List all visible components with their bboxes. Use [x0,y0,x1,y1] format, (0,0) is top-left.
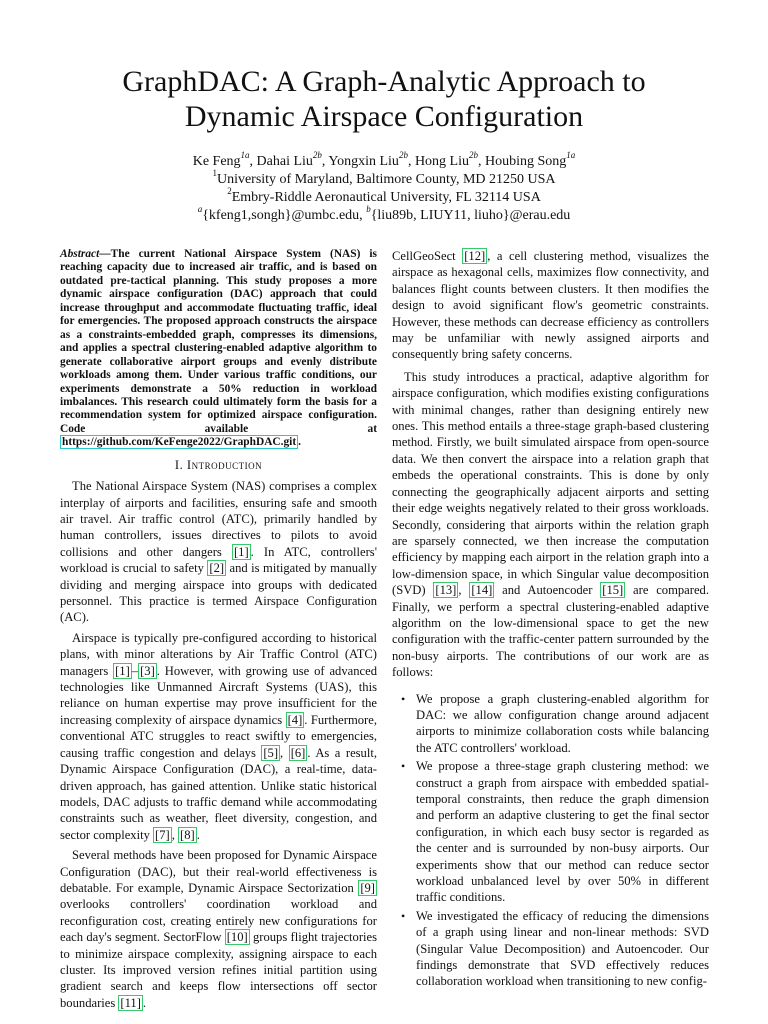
paragraph-text: This study introduces a practical, adaptive algorithm for airspace configuration, which modifies existing configurations with minimal changes, rather than designing entirely new ones. This method entails a three-stage graph-based clustering method. Firstly, we built simulated airspace from open-source data. We then convert the airspace into a relation graph that embeds the operational constraints. This is done by only connecting the geographically adjacent airports and setting their edge weights negatively related to their gross workloads. Secondly, considering that airports within the relation graph are sparsely connected, we then increase the computation efficiency by mapping each airport in the relation graph into a low-dimension space, in which Singular value decomposition (SVD) [392,369,709,598]
affiliation-sup: 2 [227,186,232,197]
email-text: {kfeng1,songh}@umbc.edu, [202,208,363,223]
author-sup: 2b [312,150,322,161]
author-name: Hong Liu [414,154,469,169]
paragraph-text: are compared. Finally, we perform a spectral clustering-enabled adaptive algorithm on the low-dimensional space to get the new configuration with the traffic-center pattern surrounded by the non-busy airports. The contributions of our work are as follows: [392,583,710,680]
paragraph-text: overlooks controllers' coordination workload and reconfiguration cost, creating entirely new configurations for each day's segment. SectorFlow [60,897,377,945]
citation-link[interactable]: [6] [290,745,306,760]
affiliation-sup: 1 [212,168,217,179]
citation-link[interactable]: [14] [471,583,493,598]
paragraph-text: , [458,583,470,598]
intro-paragraph-3 [60,847,377,1011]
contribution-text: We investigated the efficacy of reducing the dimensions of a graph using linear and non-linear methods: SVD (Singular Value Decomposition) and Autoencoder. Our findings demonstrate that SVD effectively reduces collaboration workload when transitioning to new config- [416,908,709,989]
section-heading-introduction [60,457,377,473]
citation-link[interactable]: [8] [180,827,195,842]
citation-link[interactable]: [3] [140,663,155,678]
intro-paragraph-5 [392,369,709,681]
author-block [0,150,768,225]
citation-link[interactable]: [11] [120,995,141,1010]
right-column [392,248,709,992]
author-sup: 2b [469,150,478,161]
affiliation-text: University of Maryland, Baltimore County, MD 21250 USA [216,172,556,187]
citation-link[interactable]: [15] [602,583,624,598]
bullet-icon: • [401,908,406,923]
citation-link[interactable]: [4] [287,712,303,727]
paragraph-text: and is mitigated by manually dividing and merging airspace into groups with dedicated personnel. This practice is termed Airspace Configuration (AC). [60,561,377,625]
code-url-link[interactable]: https://github.com/KeFenge2022/GraphDAC.git [62,436,297,449]
contribution-item [392,691,709,757]
paragraph-text: The National Airspace System (NAS) comprises a complex interplay of airports and facilities, ensuring safe and smooth air travel. Air traffic control (ATC), primarily handled by human controllers, issues directives to pilots to avoid collisions and other dangers [60,479,377,559]
title-line-1: GraphDAC: A Graph-Analytic Approach to [122,65,646,98]
paragraph-text: , a cell clustering method, visualizes the airspace as hexagonal cells, maximizes flow connectivity, and balances flight counts between clusters. It then modifies the design to avoid significant flow's geometric constraints. However, these methods can decrease efficiency as controllers may be unfamiliar with newly assigned airports and consequently bring safety concerns. [392,249,709,362]
paragraph-text: . As a result, Dynamic Airspace Configuration (DAC), a real-time, data-driven approach, has gained attention. Unlike static historical models, DAC adjusts to traffic demand while accommodating constraints such as weather, fleet diversity, congestion, and sector complexity [60,745,377,842]
bullet-icon: • [401,759,406,774]
author-sup: 2b [398,150,408,161]
paragraph-text: , [171,827,179,842]
email-sup: b [366,204,371,215]
author-sup: 1a [240,150,250,161]
citation-link[interactable]: [7] [155,827,170,842]
contributions-list [392,691,709,990]
paragraph-text: CellGeoSect [392,249,463,263]
intro-paragraph-4 [392,248,709,363]
section-number: I. [174,457,184,472]
abstract-label: Abstract [60,248,100,260]
affiliation-text: Embry-Riddle Aeronautical University, FL 32114 USA [231,190,541,205]
paragraph-text: , [280,745,289,760]
paragraph-text: Airspace is typically pre-configured according to historical plans, with minor alterations by Air Traffic Control (ATC) managers [60,630,377,678]
citation-link[interactable]: [1] [115,663,130,678]
citation-link[interactable]: [5] [263,745,279,760]
paper-title [0,64,768,134]
title-line-2: Dynamic Airspace Configuration [184,100,584,133]
contribution-text: We propose a graph clustering-enabled algorithm for DAC: we allow configuration change around adjacent airports to minimize collaboration costs while balancing the ATC controllers' workload. [416,691,709,755]
author-name: Houbing Song [485,154,567,169]
affiliation-2 [0,186,768,207]
author-sup: 1a [566,150,576,161]
email-text: {liu89b, LIUY11, liuho}@erau.edu [370,208,571,223]
author-emails [0,204,768,225]
author-names: Ke Feng$^{1a}$, Dahai Liu$^{2b}$, Yongxin Liu$^{2b}$, Hong Liu$^{2b}$, Houbing Song$^{1a}$ [192,150,576,169]
paragraph-text: Several methods have been proposed for Dynamic Airspace Configuration (DAC), but their real-world effectiveness is debatable. For example, Dynamic Airspace Sectorization [60,848,377,895]
paragraph-text: – [131,663,139,678]
contribution-item [392,758,709,906]
author-name: Yongxin Liu [328,154,399,169]
intro-paragraph-1 [60,478,377,626]
email-sup: a [197,204,203,215]
abstract [60,248,377,450]
citation-link[interactable]: [1] [233,544,249,559]
contribution-item [392,908,709,990]
author-name: Dahai Liu [256,154,313,169]
citation-link[interactable]: [2] [209,561,225,576]
citation-link[interactable]: [13] [435,583,457,598]
citation-link[interactable]: [9] [360,880,375,895]
author-name: Ke Feng [192,154,241,169]
affiliation-1 [0,168,768,189]
abstract-end: . [298,436,302,449]
paragraph-text: . In ATC, controllers' workload is crucial to safety [60,544,377,576]
intro-paragraph-2 [60,630,377,843]
section-title: Introduction [186,457,263,472]
left-column [60,248,377,1011]
paragraph-text: . [196,827,200,842]
contribution-text: We propose a three-stage graph clustering method: we construct a graph from airspace with embedded spatial-temporal constraints, then reduce the graph dimension and perform an adaptive clustering to get the final sector configuration, in which each busy sector is regarded as the center and is surrounded by non-busy airports. Our experiments show that our method can reduce sector workload unbalanced level by over 50% in different traffic conditions. [416,759,709,905]
paragraph-text: . [142,995,147,1010]
abstract-text: —The current National Airspace System (NAS) is reaching capacity due to increased air traffic, and is based on outdated pre-tactical planning. This study proposes a more dynamic airspace configuration (DAC) approach that could increase throughput and accommodate fluctuating traffic, ideal for emergencies. The proposed approach constructs the airspace as a constraints-embedded graph, compresses its dimensions, and applies a spectral clustering-enabled adaptive algorithm to generate collaborative airport groups and evenly distribute workloads among them. Under various traffic conditions, our experiments demonstrate a 50% reduction in workload imbalances. This research could ultimately form the basis for a recommendation system for optimized airspace configuration. Code available at [60,248,377,435]
paragraph-text: . However, with growing use of advanced technologies like Unmanned Aircraft Systems (UAS), this reliance on human expertise may prove insufficient for the increasing complexity of airspace dynamics [60,663,378,727]
citation-link[interactable]: [12] [464,249,486,263]
paragraph-text: groups flight trajectories to minimize airspace complexity, assigning airspace to each cluster. Its improved version refines initial partition using gradient search and keeps flow intersections off sector boundaries [60,930,378,1010]
bullet-icon: • [401,691,406,706]
citation-link[interactable]: [10] [226,930,248,945]
paragraph-text: and Autoencoder [494,583,601,598]
paragraph-text: . Furthermore, conventional ATC struggles to react swiftly to emergencies, causing traffic congestion and delays [60,712,377,760]
